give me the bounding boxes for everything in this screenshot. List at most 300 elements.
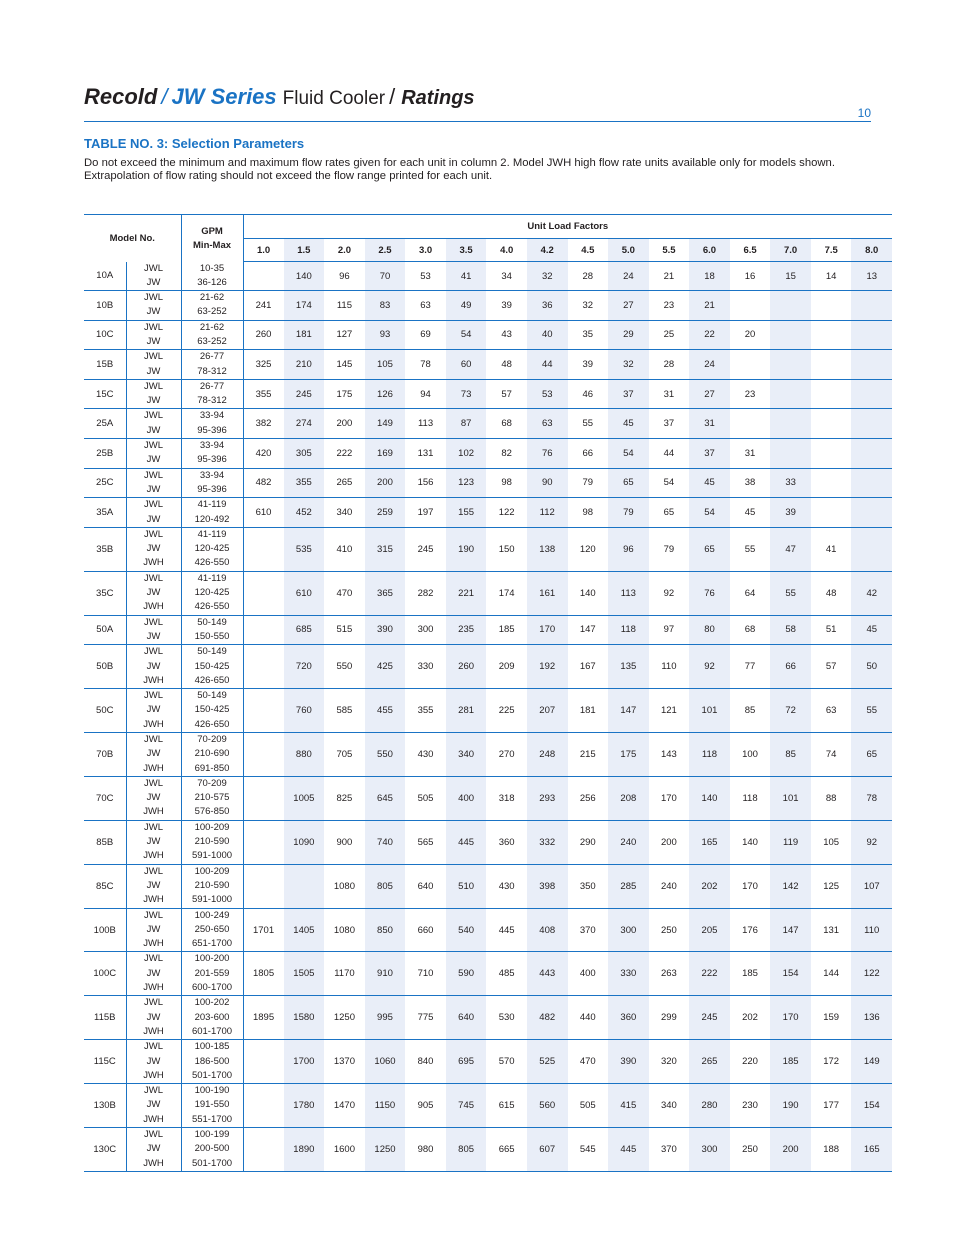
rating-value-cell [811, 409, 852, 439]
rating-value-cell: 325 [243, 350, 284, 380]
table-row [84, 908, 892, 952]
unit-type: JWL [144, 865, 163, 877]
brand-name: Recold [84, 84, 158, 109]
rating-value-cell: 230 [730, 1084, 771, 1128]
gpm-range: 501-1700 [191, 1069, 233, 1081]
unit-type: JW [146, 306, 161, 318]
gpm-range-cell [181, 615, 243, 645]
unit-type: JWL [144, 690, 163, 702]
gpm-range: 426-550 [194, 557, 230, 569]
rating-value-cell [243, 820, 284, 864]
rating-value-cell: 430 [486, 864, 527, 908]
rating-value-cell: 350 [568, 864, 609, 908]
rating-value-cell: 14 [811, 262, 852, 291]
rating-value-cell: 68 [486, 409, 527, 439]
unit-type-cell [126, 350, 181, 380]
unit-type: JWH [143, 674, 164, 686]
rating-value-cell: 88 [811, 776, 852, 820]
product-name: Fluid Cooler [282, 88, 386, 109]
gpm-range: 150-425 [194, 660, 230, 672]
rating-value-cell: 425 [365, 645, 406, 689]
rating-value-cell: 745 [446, 1084, 487, 1128]
rating-value-cell: 55 [730, 527, 771, 571]
unit-type: JWL [144, 410, 163, 422]
rating-value-cell: 1150 [365, 1084, 406, 1128]
rating-value-cell: 710 [405, 952, 446, 996]
unit-type-cell [126, 645, 181, 689]
unit-type-cell [126, 864, 181, 908]
model-cell: 25C [84, 468, 126, 498]
rating-value-cell: 39 [568, 350, 609, 380]
rating-value-cell: 330 [608, 952, 649, 996]
gpm-range-cell [181, 291, 243, 321]
rating-value-cell: 118 [608, 615, 649, 645]
rating-value-cell: 57 [811, 645, 852, 689]
model-cell: 100C [84, 952, 126, 996]
load-factor-header: 8.0 [851, 239, 892, 262]
gpm-range: 100-199 [194, 1129, 230, 1141]
gpm-range: 50-149 [197, 690, 227, 702]
rating-value-cell: 370 [568, 908, 609, 952]
rating-value-cell: 96 [324, 262, 365, 291]
rating-value-cell: 205 [689, 908, 730, 952]
rating-value-cell: 905 [405, 1084, 446, 1128]
rating-value-cell: 112 [527, 498, 568, 528]
rating-value-cell: 850 [365, 908, 406, 952]
rating-value-cell: 142 [770, 864, 811, 908]
gpm-range: 78-312 [197, 395, 227, 407]
model-cell: 10A [84, 262, 126, 291]
rating-value-cell [243, 615, 284, 645]
load-factor-header: 5.5 [649, 239, 690, 262]
rating-value-cell [770, 439, 811, 469]
rating-value-cell: 165 [851, 1128, 892, 1172]
load-factor-header: 6.5 [730, 239, 771, 262]
rating-value-cell: 55 [851, 689, 892, 733]
rating-value-cell: 118 [730, 776, 771, 820]
unit-type: JWH [143, 894, 164, 906]
gpm-range: 33-94 [199, 469, 225, 481]
rating-value-cell: 202 [730, 996, 771, 1040]
gpm-range: 41-119 [197, 528, 227, 540]
rating-value-cell: 113 [608, 571, 649, 615]
rating-value-cell: 470 [568, 1040, 609, 1084]
rating-value-cell: 63 [405, 291, 446, 321]
rating-value-cell: 96 [608, 527, 649, 571]
unit-type: JW [146, 879, 161, 891]
section-name: Ratings [401, 87, 475, 109]
unit-type: JW [146, 836, 161, 848]
gpm-range: 95-396 [197, 454, 227, 466]
rating-value-cell: 79 [608, 498, 649, 528]
rating-value-cell: 31 [649, 379, 690, 409]
rating-value-cell: 25 [649, 320, 690, 350]
unit-type: JWL [144, 572, 163, 584]
header-separator: / [161, 84, 168, 109]
rating-value-cell: 28 [649, 350, 690, 380]
rating-value-cell: 28 [568, 262, 609, 291]
rating-value-cell: 200 [324, 409, 365, 439]
rating-value-cell: 685 [284, 615, 325, 645]
rating-value-cell: 113 [405, 409, 446, 439]
gpm-range: 426-650 [194, 674, 230, 686]
page-header [84, 84, 872, 112]
rating-value-cell: 192 [527, 645, 568, 689]
rating-value-cell: 44 [527, 350, 568, 380]
table-row [84, 733, 892, 777]
rating-value-cell: 570 [486, 1040, 527, 1084]
unit-type-cell [126, 1040, 181, 1084]
rating-value-cell: 37 [649, 409, 690, 439]
gpm-range: 50-149 [197, 616, 227, 628]
gpm-range-cell [181, 320, 243, 350]
rating-value-cell: 39 [486, 291, 527, 321]
rating-value-cell: 360 [608, 996, 649, 1040]
rating-value-cell: 44 [649, 439, 690, 469]
rating-value-cell: 149 [365, 409, 406, 439]
rating-value-cell: 1805 [243, 952, 284, 996]
rating-value-cell: 640 [446, 996, 487, 1040]
gpm-range-cell [181, 689, 243, 733]
rating-value-cell: 181 [568, 689, 609, 733]
rating-value-cell: 695 [446, 1040, 487, 1084]
unit-type: JW [146, 424, 161, 436]
unit-type: JWH [143, 601, 164, 613]
rating-value-cell: 80 [689, 615, 730, 645]
rating-value-cell: 145 [324, 350, 365, 380]
gpm-range: 70-209 [197, 777, 227, 789]
rating-value-cell: 430 [405, 733, 446, 777]
table-row [84, 291, 892, 321]
rating-value-cell: 57 [486, 379, 527, 409]
unit-type-cell [126, 571, 181, 615]
unit-type-cell [126, 379, 181, 409]
unit-type: JWL [144, 528, 163, 540]
rating-value-cell: 188 [811, 1128, 852, 1172]
rating-value-cell: 92 [851, 820, 892, 864]
load-factor-header: 1.5 [284, 239, 325, 262]
gpm-range: 70-209 [197, 734, 227, 745]
rating-value-cell: 23 [730, 379, 771, 409]
rating-value-cell: 60 [446, 350, 487, 380]
gpm-range: 250-650 [194, 923, 230, 935]
rating-value-cell: 69 [405, 320, 446, 350]
rating-value-cell: 209 [486, 645, 527, 689]
rating-value-cell: 530 [486, 996, 527, 1040]
model-cell: 25A [84, 409, 126, 439]
rating-value-cell: 169 [365, 439, 406, 469]
gpm-range: 10-35 [199, 262, 225, 274]
rating-value-cell: 443 [527, 952, 568, 996]
rating-value-cell: 68 [730, 615, 771, 645]
rating-value-cell: 105 [365, 350, 406, 380]
rating-value-cell: 265 [324, 468, 365, 498]
unit-type: JW [146, 335, 161, 347]
rating-value-cell: 98 [486, 468, 527, 498]
rating-value-cell: 1080 [324, 864, 365, 908]
unit-type: JW [146, 543, 161, 555]
unit-type: JWL [144, 321, 163, 333]
rating-value-cell: 470 [324, 571, 365, 615]
rating-value-cell: 445 [608, 1128, 649, 1172]
unit-type-cell [126, 527, 181, 571]
unit-type: JWL [144, 262, 163, 274]
rating-value-cell: 36 [527, 291, 568, 321]
rating-value-cell: 825 [324, 776, 365, 820]
rating-value-cell: 241 [243, 291, 284, 321]
rating-value-cell: 980 [405, 1128, 446, 1172]
page-number: 10 [857, 106, 871, 120]
model-cell: 10B [84, 291, 126, 321]
rating-value-cell: 147 [568, 615, 609, 645]
rating-value-cell: 35 [568, 320, 609, 350]
unit-type-cell [126, 615, 181, 645]
unit-type-cell [126, 952, 181, 996]
gpm-range-cell [181, 733, 243, 777]
gpm-range-cell [181, 1040, 243, 1084]
rating-value-cell: 51 [811, 615, 852, 645]
rating-value-cell: 415 [608, 1084, 649, 1128]
rating-value-cell: 74 [811, 733, 852, 777]
rating-value-cell: 55 [770, 571, 811, 615]
rating-value-cell: 58 [770, 615, 811, 645]
rating-value-cell: 1505 [284, 952, 325, 996]
rating-value-cell: 156 [405, 468, 446, 498]
rating-value-cell: 43 [486, 320, 527, 350]
rating-value-cell: 170 [730, 864, 771, 908]
rating-value-cell: 138 [527, 527, 568, 571]
rating-value-cell: 21 [649, 262, 690, 291]
rating-value-cell: 79 [568, 468, 609, 498]
model-cell: 10C [84, 320, 126, 350]
rating-value-cell: 1005 [284, 776, 325, 820]
gpm-range: 100-209 [194, 865, 230, 877]
rating-value-cell: 1370 [324, 1040, 365, 1084]
model-cell: 100B [84, 908, 126, 952]
rating-value-cell: 65 [851, 733, 892, 777]
rating-value-cell [770, 409, 811, 439]
unit-type: JW [146, 483, 161, 495]
rating-value-cell: 13 [851, 262, 892, 291]
rating-value-cell: 29 [608, 320, 649, 350]
rating-value-cell: 355 [284, 468, 325, 498]
rating-value-cell: 398 [527, 864, 568, 908]
gpm-range-cell [181, 379, 243, 409]
rating-value-cell: 76 [527, 439, 568, 469]
gpm-range: 591-1000 [191, 850, 233, 862]
unit-type: JWH [143, 762, 164, 774]
rating-value-cell: 155 [446, 498, 487, 528]
rating-value-cell: 165 [689, 820, 730, 864]
rating-value-cell: 24 [689, 350, 730, 380]
rating-value-cell: 440 [568, 996, 609, 1040]
load-factor-header: 6.0 [689, 239, 730, 262]
unit-type: JW [146, 1055, 161, 1067]
rating-value-cell: 210 [284, 350, 325, 380]
rating-value-cell: 105 [811, 820, 852, 864]
rating-value-cell: 170 [770, 996, 811, 1040]
rating-value-cell [851, 468, 892, 498]
rating-value-cell: 77 [730, 645, 771, 689]
table-row [84, 262, 892, 291]
rating-value-cell: 66 [770, 645, 811, 689]
rating-value-cell: 1701 [243, 908, 284, 952]
unit-type-cell [126, 1128, 181, 1172]
unit-type: JW [146, 395, 161, 407]
rating-value-cell: 1700 [284, 1040, 325, 1084]
rating-value-cell: 400 [568, 952, 609, 996]
rating-value-cell [770, 291, 811, 321]
rating-value-cell: 49 [446, 291, 487, 321]
table-body [84, 262, 892, 1172]
model-cell: 115B [84, 996, 126, 1040]
gpm-range: 100-209 [194, 821, 230, 833]
rating-value-cell: 615 [486, 1084, 527, 1128]
unit-type: JW [146, 630, 161, 642]
rating-value-cell: 300 [608, 908, 649, 952]
rating-value-cell: 140 [689, 776, 730, 820]
load-factor-header: 4.5 [568, 239, 609, 262]
table-row [84, 379, 892, 409]
rating-value-cell: 170 [649, 776, 690, 820]
table-row [84, 468, 892, 498]
model-cell: 15B [84, 350, 126, 380]
rating-value-cell: 705 [324, 733, 365, 777]
rating-value-cell: 880 [284, 733, 325, 777]
rating-value-cell: 38 [730, 468, 771, 498]
unit-type: JW [146, 792, 161, 804]
rating-value-cell: 176 [730, 908, 771, 952]
gpm-range: 501-1700 [191, 1157, 233, 1169]
rating-value-cell: 320 [649, 1040, 690, 1084]
rating-value-cell: 90 [527, 468, 568, 498]
rating-value-cell: 41 [811, 527, 852, 571]
model-cell: 50B [84, 645, 126, 689]
rating-value-cell: 590 [446, 952, 487, 996]
unit-type-cell [126, 776, 181, 820]
rating-value-cell: 665 [486, 1128, 527, 1172]
rating-value-cell: 32 [527, 262, 568, 291]
unit-type: JWL [144, 616, 163, 628]
rating-value-cell: 79 [649, 527, 690, 571]
table-row [84, 689, 892, 733]
unit-type: JW [146, 704, 161, 716]
rating-value-cell: 1580 [284, 996, 325, 1040]
gpm-range-cell [181, 820, 243, 864]
rating-value-cell: 1780 [284, 1084, 325, 1128]
rating-value-cell: 390 [365, 615, 406, 645]
rating-value-cell: 1080 [324, 908, 365, 952]
gpm-range: 591-1000 [191, 894, 233, 906]
rating-value-cell: 27 [608, 291, 649, 321]
unit-type-cell [126, 409, 181, 439]
load-factor-header: 3.0 [405, 239, 446, 262]
model-cell: 70C [84, 776, 126, 820]
unit-type-cell [126, 1084, 181, 1128]
rating-value-cell: 1090 [284, 820, 325, 864]
rating-value-cell: 107 [851, 864, 892, 908]
rating-value-cell: 445 [486, 908, 527, 952]
rating-value-cell: 87 [446, 409, 487, 439]
rating-value-cell: 144 [811, 952, 852, 996]
rating-value-cell: 1405 [284, 908, 325, 952]
rating-value-cell: 185 [486, 615, 527, 645]
unit-type-cell [126, 996, 181, 1040]
gpm-range-cell [181, 498, 243, 528]
unit-type: JWH [143, 1025, 164, 1037]
rating-value-cell: 175 [608, 733, 649, 777]
rating-value-cell: 177 [811, 1084, 852, 1128]
rating-value-cell: 136 [851, 996, 892, 1040]
rating-value-cell: 135 [608, 645, 649, 689]
rating-value-cell: 66 [568, 439, 609, 469]
rating-value-cell [730, 350, 771, 380]
rating-value-cell: 73 [446, 379, 487, 409]
rating-value-cell: 775 [405, 996, 446, 1040]
rating-value-cell [243, 571, 284, 615]
rating-value-cell: 282 [405, 571, 446, 615]
model-cell: 130C [84, 1128, 126, 1172]
rating-value-cell: 290 [568, 820, 609, 864]
rating-value-cell: 300 [405, 615, 446, 645]
rating-value-cell [811, 498, 852, 528]
gpm-range-cell [181, 1128, 243, 1172]
rating-value-cell: 760 [284, 689, 325, 733]
rating-value-cell [243, 1128, 284, 1172]
rating-value-cell: 318 [486, 776, 527, 820]
unit-type: JW [146, 1011, 161, 1023]
load-factor-header: 2.0 [324, 239, 365, 262]
rating-value-cell [851, 409, 892, 439]
gpm-range: 191-550 [194, 1099, 230, 1111]
rating-value-cell: 910 [365, 952, 406, 996]
rating-value-cell: 607 [527, 1128, 568, 1172]
gpm-header-line2: Min-Max [193, 239, 232, 251]
gpm-range: 551-1700 [191, 1113, 233, 1125]
rating-value-cell: 122 [851, 952, 892, 996]
gpm-range-cell [181, 645, 243, 689]
rating-value-cell: 550 [365, 733, 406, 777]
rating-value-cell: 48 [811, 571, 852, 615]
model-cell: 50A [84, 615, 126, 645]
rating-value-cell: 215 [568, 733, 609, 777]
table-row [84, 498, 892, 528]
unit-type: JW [146, 1099, 161, 1111]
rating-value-cell: 85 [770, 733, 811, 777]
rating-value-cell [851, 350, 892, 380]
rating-value-cell: 31 [689, 409, 730, 439]
rating-value-cell: 92 [689, 645, 730, 689]
rating-value-cell: 505 [568, 1084, 609, 1128]
unit-type: JW [146, 923, 161, 935]
model-cell: 85C [84, 864, 126, 908]
rating-value-cell: 265 [689, 1040, 730, 1084]
header-rule [84, 121, 871, 122]
unit-type-cell [126, 820, 181, 864]
gpm-range: 150-550 [194, 630, 230, 642]
rating-value-cell: 525 [527, 1040, 568, 1084]
rating-value-cell: 174 [486, 571, 527, 615]
unit-type-cell [126, 468, 181, 498]
rating-value-cell [243, 689, 284, 733]
rating-value-cell: 840 [405, 1040, 446, 1084]
unit-type: JWH [143, 718, 164, 730]
model-cell: 85B [84, 820, 126, 864]
rating-value-cell: 45 [689, 468, 730, 498]
rating-value-cell: 1170 [324, 952, 365, 996]
rating-value-cell: 995 [365, 996, 406, 1040]
rating-value-cell: 101 [689, 689, 730, 733]
